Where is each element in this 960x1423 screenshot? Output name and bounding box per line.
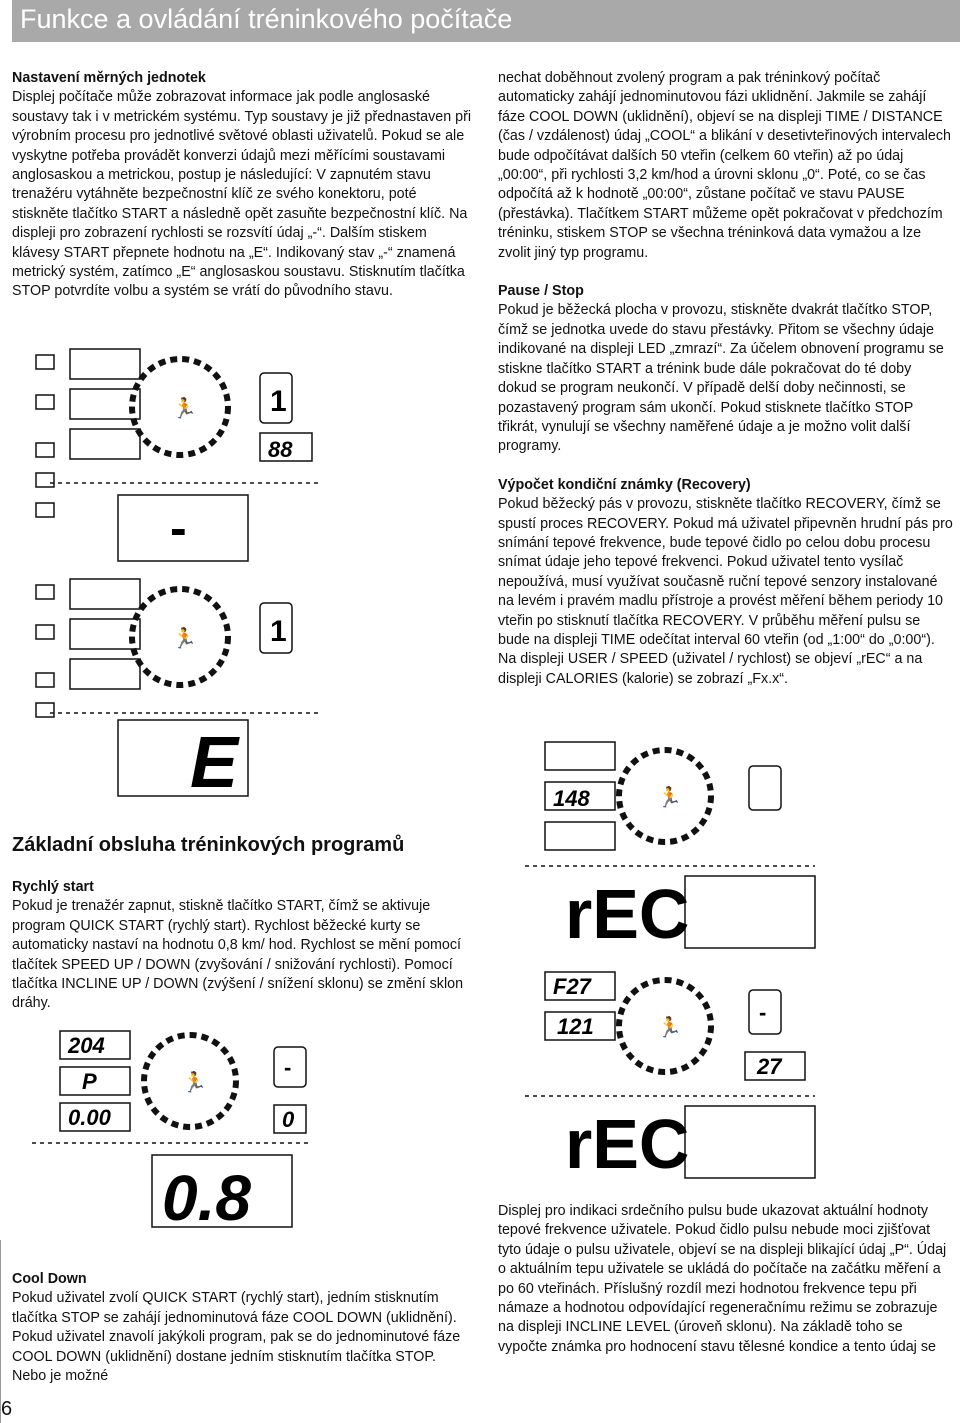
right-continued-section (498, 69, 953, 689)
main-value: E (190, 723, 239, 800)
page-number: 6 (1, 1398, 13, 1420)
main-value: rEC (565, 875, 690, 953)
seg-b-value: 27 (757, 1054, 782, 1079)
small-display (70, 389, 140, 419)
page-title: Funkce a ovládání tréninkového počítače (20, 4, 513, 34)
page-edge-line (0, 1240, 1, 1423)
seg-b-value: 0 (282, 1107, 295, 1132)
seg-a-value: - (759, 1000, 767, 1025)
cooldown-body: Pokud uživatel zvolí QUICK START (rychlý start), jedním stisknutím tlačítka STOP se zahájí jednominutová fáze COOL DOWN (uklidnění). Pokud uživatel znavolí jakýkoli program, pak se do jednominutové fáze COOL DOWN (uklidnění) dostane jedním stisknutím tlačítka STOP. Nebo je možné (12, 1290, 461, 1385)
main-value: rEC (565, 1105, 690, 1183)
row1-value: F27 (553, 974, 591, 999)
small-display (70, 429, 140, 459)
runner-icon: 🏃 (182, 1072, 207, 1094)
console-panel-quickstart (12, 1025, 332, 1230)
row1-value: 204 (68, 1033, 105, 1058)
row2-value: P (82, 1069, 97, 1094)
label-icon (36, 443, 54, 457)
row3-value: 0.00 (68, 1105, 111, 1130)
units-body: Displej počítače může zobrazovat informace jak podle anglosaské soustavy tak i v metrickém systému. Typ soustavy je již přednastaven při výrobním procesu pro jednotlivé světové oblasti uživatelů. Pokud se ale vyskytne potřeba provádět konverzi údajů mezi měřícími soustavami anglosaskou a metrickou, postup je následující: V zapnutém stavu trenažéru vytáhněte bezpečnostní klíč ze svého konektoru, poté stiskněte tlačítko START a následně opět zasuňte bezpečnostní klíč. Na displeji pro zobrazení rychlosti se rozsvítí údaj „-“. Dalším stiskem klávesy START přepnete hodnotu na „E“. Indikovaný stav „-“ znamená metrický systém, zatímco „E“ anglosaskou soustavu. Stisknutím tlačítka STOP potvrdíte volbu a systém se vrátí do původního stavu. (12, 89, 472, 300)
seg-a-value: 1 (270, 615, 287, 648)
small-display (70, 349, 140, 379)
heart-section (498, 1202, 953, 1357)
row1-value: 148 (553, 786, 590, 811)
units-heading: Nastavení měrných jednotek (12, 70, 206, 86)
runner-icon: 🏃 (172, 628, 197, 650)
runner-icon: 🏃 (657, 787, 682, 809)
heart-body: Displej pro indikaci srdečního pulsu bude ukazovat aktuální hodnoty tepové frekvence uživatele. Pokud čidlo pulsu nebude moci zjišťovat tyto údaje o pulsu uživatele, objeví se na displeji blikající údaj „P“. Údaj o aktuálním tepu uživatele se ukládá do počítače na začátku měření a po 60 vteřinách. Příslušný rozdíl mezi hodnotou frekvence tepu při námaze a hodnotou odpovídající regeneračnímu režimu se zobrazuje na displeji INCLINE LEVEL (úroveň sklonu). Na základě toho se vypočte známka pro hodnocení stavu tělesné kondice a tento údaj se (498, 1203, 947, 1355)
recovery-heading: Výpočet kondiční známky (Recovery) (498, 476, 751, 493)
runner-icon: 🏃 (657, 1017, 682, 1039)
console-panel-recovery-1 (505, 738, 825, 953)
console-panel-imperial (30, 575, 340, 800)
main-value: - (170, 500, 187, 556)
label-icon (36, 395, 54, 409)
basic-heading: Základní obsluha tréninkových programů (12, 834, 405, 856)
quickstart-body: Pokud je trenažér zapnut, stiskně tlačítko START, čímž se aktivuje program QUICK START (rychlý start). Rychlost běžecké kurty se automaticky nastaví na hodnotu 0,8 km/ hod. Rychlost se mění pomocí tlačítek SPEED UP / DOWN (zvyšování / snižování rychlosti). Pomocí tlačítka INCLINE UP / DOWN (zvýšení / snížení sklonu) se změní sklon dráhy. (12, 898, 464, 1012)
console-panel-recovery-2 (505, 968, 825, 1183)
seg-b-value: 88 (268, 437, 293, 462)
cooldown-heading: Cool Down (12, 1271, 87, 1287)
label-icon (36, 473, 54, 487)
runner-icon: 🏃 (172, 398, 197, 420)
console-panel-metric (30, 345, 340, 570)
pause-body: Pokud je běžecká plocha v provozu, stiskněte dvakrát tlačítko STOP, čímž se jednotka uvede do stavu přestávky. Přitom se všechny údaje indikované na displeji LED „zmrazí“. Za účelem obnovení programu se stiskne tlačítko START a trénink bude dále pokračovat do té doby dokud se program neukončí. V případě delší doby nečinnosti, se pozastavený program sám ukončí. Pokud stisknete tlačítko STOP třikrát, vynulují se všechny naměřené údaje a je možno volit další programy. (498, 302, 944, 455)
label-icon (36, 503, 54, 517)
row2-value: 121 (557, 1014, 594, 1039)
cooldown-section (12, 1270, 472, 1386)
main-value: 0.8 (162, 1162, 251, 1230)
quickstart-section (12, 878, 472, 1014)
pause-heading: Pause / Stop (498, 283, 584, 300)
units-section (12, 69, 472, 302)
right-continued-body: nechat doběhnout zvolený program a pak tréninkový počítač automaticky zahájí jednominutovou fázi uklidnění. Jakmile se zahájí fáze COOL DOWN (uklidnění), objeví se na displeji TIME / DISTANCE (čas / vzdálenost) údaj „COOL“ a blikání v desetivteřinových intervalech bude odpočítávat dalších 50 vteřin (celkem 60 vteřin) až po údaj „00:00“, při rychlosti 3,2 km/hod a úrovni sklonu „0“. Poté, co se čas odpočítá až k hodnotě „00:00“, zůstane počítač ve stavu PAUSE (přestávka). Tlačítkem START můžeme opět pokračovat v předchozím tréninku, stiskem STOP se všechna tréninková data vymažou a lze zvolit jiný typ programu. (498, 70, 951, 261)
seg-a-value: 1 (270, 385, 287, 418)
seg-a-value: - (284, 1055, 292, 1080)
label-icon (36, 355, 54, 369)
quickstart-heading: Rychlý start (12, 879, 94, 895)
title-banner (12, 0, 960, 42)
recovery-body: Pokud běžecký pás v provozu, stiskněte tlačítko RECOVERY, čímž se spustí proces RECOVERY. Pokud má uživatel připevněn hrudní pás pro snímání tepové frekvence, bude tepové čidlo po celou dobu procesu snímat údaje jeho tepové frekvenci. Pokud uživatel tento vysílač nepoužívá, musí využívat současně ruční tepové senzory instalované na levém i pravém madlu přístroje a provést měření během periody 10 vteřin po stisknutí tlačítka RECOVERY. V průběhu měření pulsu se bude na displeji TIME odečítat interval 60 vteřin (od „1:00“ do „0:00“). Na displeji USER / SPEED (uživatel / rychlost) se objeví „rEC“ a na displeji CALORIES (kalorie) se zobrazí „Fx.x“. (498, 496, 953, 687)
